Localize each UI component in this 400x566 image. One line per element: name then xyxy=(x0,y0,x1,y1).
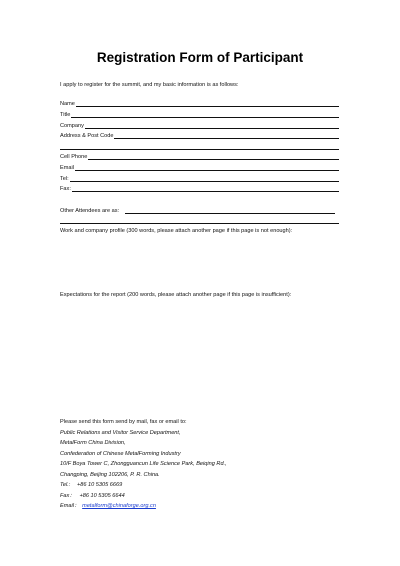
contact-fax-label: Fax： xyxy=(60,492,75,499)
contact-email-row xyxy=(60,501,227,512)
email-field[interactable] xyxy=(60,163,339,172)
contact-tel-value: +86 10 5305 6669 xyxy=(76,482,123,488)
address-label: Address & Post Code xyxy=(60,133,114,139)
other-attendees-label: Other Attendees are as: xyxy=(60,208,120,214)
company-input-line[interactable] xyxy=(85,128,339,129)
contact-block xyxy=(60,417,227,512)
contact-email-label: Email： xyxy=(60,503,80,509)
contact-tel-label: Tel.: xyxy=(60,482,71,488)
cell-phone-input-line[interactable] xyxy=(88,159,339,160)
cell-phone-label: Cell Phone xyxy=(60,154,88,160)
title-field[interactable] xyxy=(60,110,339,119)
contact-address-line1: 10/F Boya Tower C, Zhongguancun Life Science Park, Beiqing Rd., xyxy=(60,461,227,467)
contact-email-link[interactable]: metalform@chinaforge.org.cn xyxy=(82,503,156,509)
tel-label: Tel: xyxy=(60,176,69,182)
fax-input-line[interactable] xyxy=(72,191,339,192)
cell-phone-field[interactable] xyxy=(60,152,339,161)
expectations-prompt: Expectations for the report (200 words, please attach another page if this page is insufficient): xyxy=(60,292,292,298)
contact-division: MetalForm China Division, xyxy=(60,440,126,446)
address-field[interactable] xyxy=(60,131,339,140)
company-label: Company xyxy=(60,123,84,129)
contact-department: Public Relations and Visitor Service Department, xyxy=(60,429,181,436)
contact-federation: Confederation of Chinese MetalForming Industry xyxy=(60,450,181,457)
title-input-line[interactable] xyxy=(71,117,339,118)
other-attendees-input-line[interactable] xyxy=(125,213,335,214)
tel-input-line[interactable] xyxy=(70,181,339,182)
fax-label: Fax: xyxy=(60,186,71,192)
contact-fax-row xyxy=(60,491,227,502)
other-attendees-extra-line[interactable] xyxy=(60,223,339,224)
email-label: Email xyxy=(60,165,74,171)
send-note: Please send this form send by mail, fax or email to: xyxy=(60,419,187,425)
company-field[interactable] xyxy=(60,121,339,130)
contact-fax-value: +86 10 5305 6644 xyxy=(79,492,125,499)
work-profile-prompt: Work and company profile (300 words, please attach another page if this page is not enough): xyxy=(60,228,293,234)
contact-tel-row xyxy=(60,480,227,491)
tel-field[interactable] xyxy=(60,174,339,183)
name-input-line[interactable] xyxy=(76,106,339,107)
address-extra-line[interactable] xyxy=(60,149,339,150)
fax-field[interactable] xyxy=(60,184,339,193)
name-label: Name xyxy=(60,101,75,107)
email-input-line[interactable] xyxy=(75,170,339,171)
address-input-line[interactable] xyxy=(114,138,339,139)
other-attendees-field[interactable] xyxy=(60,206,335,215)
name-field[interactable] xyxy=(60,99,339,108)
contact-address-line2: Changping, Beijing 102206, P. R. China. xyxy=(60,471,160,478)
intro-text: I apply to register for the summit, and my basic information is as follows: xyxy=(60,82,239,88)
page-title: Registration Form of Participant xyxy=(96,50,304,65)
title-label: Title xyxy=(60,112,71,118)
